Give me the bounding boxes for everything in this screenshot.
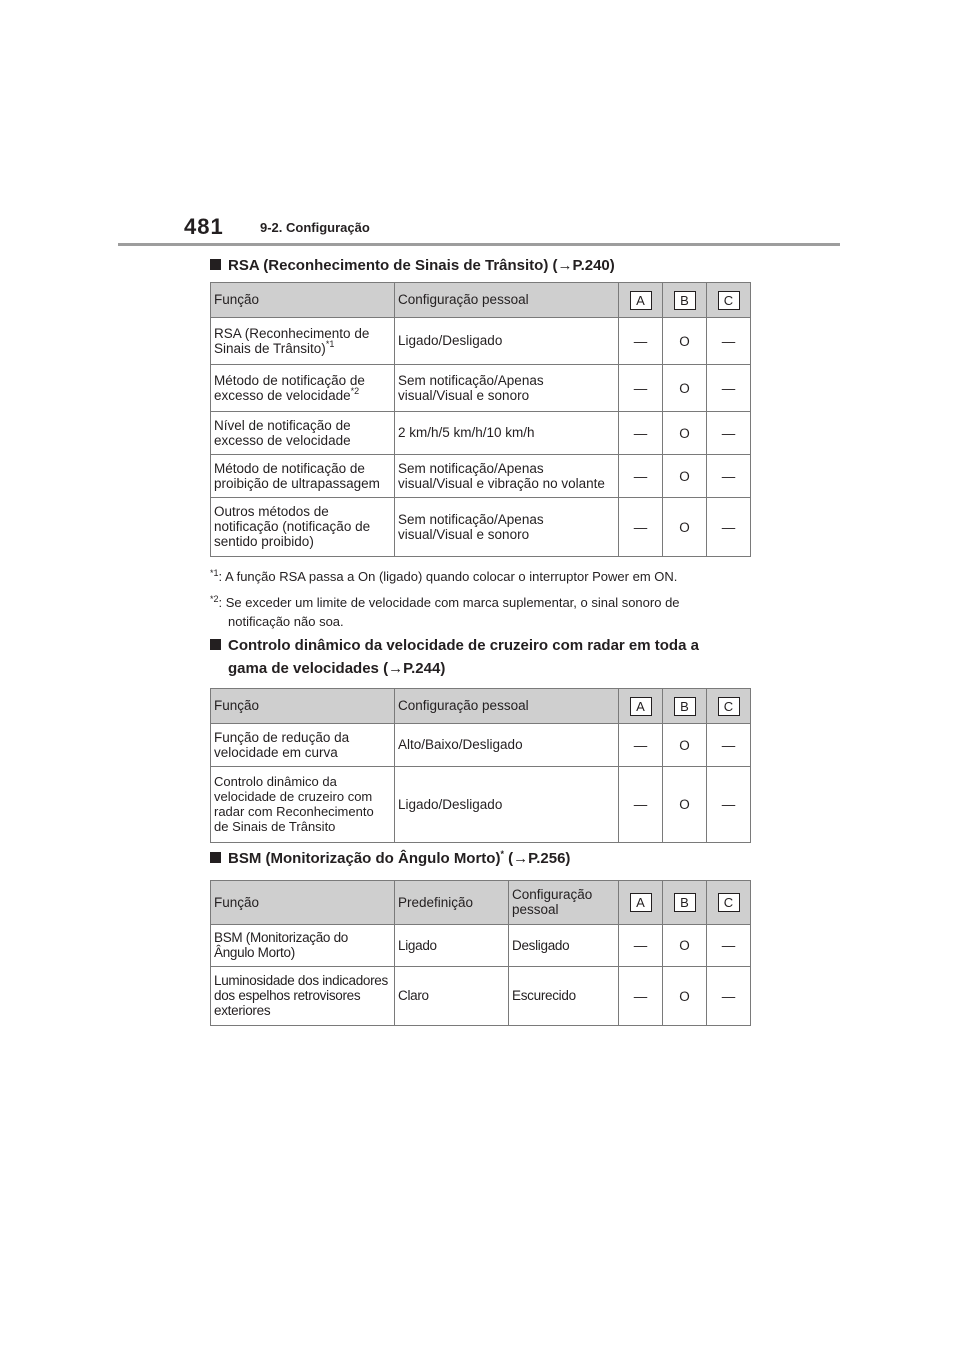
- section-title-bsm: BSM (Monitorização do Ângulo Morto)* (→P.256): [210, 847, 570, 870]
- setting-cell: Alto/Baixo/Desligado: [395, 724, 619, 767]
- column-header: Configuração pessoal: [395, 283, 619, 318]
- header-rule: [118, 243, 840, 246]
- table-row: [211, 365, 751, 412]
- function-cell: Método de notificação de excesso de velocidade$^{*2}$: [211, 365, 395, 412]
- column-header-c: C: [707, 689, 751, 724]
- mark-cell-b: O: [663, 724, 707, 767]
- section-title-rsa: RSA (Reconhecimento de Sinais de Trânsito) (→P.240): [210, 254, 615, 277]
- mark-cell-a: —: [619, 767, 663, 843]
- column-header-b: B: [663, 881, 707, 925]
- footnote-2: $^{*2}$: Se exceder um limite de velocidade com marca suplementar, o sinal sonoro de notificação não soa.: [210, 594, 680, 629]
- mark-cell-c: —: [707, 967, 751, 1026]
- rsa-settings-table: [210, 282, 751, 557]
- column-header-a: A: [619, 283, 663, 318]
- mark-cell-b: O: [663, 318, 707, 365]
- function-cell: Luminosidade dos indicadores dos espelhos retrovisores exteriores: [211, 967, 395, 1026]
- bullet-square-icon: [210, 259, 221, 270]
- bullet-square-icon: [210, 639, 221, 650]
- mark-cell-b: O: [663, 412, 707, 455]
- mark-cell-c: —: [707, 925, 751, 967]
- setting-cell: Escurecido: [509, 967, 619, 1026]
- mark-cell-b: O: [663, 365, 707, 412]
- column-header: Predefinição: [395, 881, 509, 925]
- table-row: [211, 925, 751, 967]
- mark-cell-c: —: [707, 365, 751, 412]
- mark-cell-a: —: [619, 967, 663, 1026]
- mark-cell-c: —: [707, 412, 751, 455]
- footnote-ref: *2: [350, 385, 360, 396]
- setting-cell: Ligado/Desligado: [395, 318, 619, 365]
- column-header: Função: [211, 283, 395, 318]
- chapter-title: 9-2. Configuração: [260, 220, 370, 235]
- option-mark: *: [500, 849, 504, 859]
- mark-cell-b: O: [663, 455, 707, 498]
- mark-cell-a: —: [619, 724, 663, 767]
- function-cell: Nível de notificação de excesso de velocidade: [211, 412, 395, 455]
- column-header-c: C: [707, 283, 751, 318]
- column-header-a: A: [619, 881, 663, 925]
- function-cell: Função de redução da velocidade em curva: [211, 724, 395, 767]
- function-cell: Outros métodos de notificação (notificação de sentido proibido): [211, 498, 395, 557]
- table-row: [211, 412, 751, 455]
- table-header-row: [211, 689, 751, 724]
- column-header-b: B: [663, 283, 707, 318]
- default-cell: Claro: [395, 967, 509, 1026]
- function-cell: Controlo dinâmico da velocidade de cruzeiro com radar com Reconhecimento de Sinais de Trânsito: [211, 767, 395, 843]
- mark-cell-c: —: [707, 455, 751, 498]
- column-header: Função: [211, 689, 395, 724]
- table-row: [211, 455, 751, 498]
- table-row: [211, 318, 751, 365]
- table-header-row: [211, 881, 751, 925]
- mark-cell-c: —: [707, 724, 751, 767]
- mark-cell-c: —: [707, 318, 751, 365]
- setting-cell: Sem notificação/Apenas visual/Visual e sonoro: [395, 498, 619, 557]
- column-header-b: B: [663, 689, 707, 724]
- footnote-ref: *1: [325, 338, 335, 349]
- bsm-settings-table: [210, 880, 751, 1026]
- bullet-square-icon: [210, 852, 221, 863]
- page-number: 481: [184, 214, 224, 239]
- setting-cell: 2 km/h/5 km/h/10 km/h: [395, 412, 619, 455]
- table-row: [211, 498, 751, 557]
- column-header: Função: [211, 881, 395, 925]
- table-row: [211, 724, 751, 767]
- mark-cell-b: O: [663, 925, 707, 967]
- column-header-c: C: [707, 881, 751, 925]
- function-cell: RSA (Reconhecimento de Sinais de Trânsito)$^{*1}$: [211, 318, 395, 365]
- table-row: [211, 767, 751, 843]
- setting-cell: Sem notificação/Apenas visual/Visual e sonoro: [395, 365, 619, 412]
- mark-cell-b: O: [663, 767, 707, 843]
- function-cell: Método de notificação de proibição de ultrapassagem: [211, 455, 395, 498]
- column-header: Configuração pessoal: [395, 689, 619, 724]
- table-header-row: [211, 283, 751, 318]
- column-header: Configuração pessoal: [509, 881, 619, 925]
- mark-cell-c: —: [707, 498, 751, 557]
- mark-cell-a: —: [619, 455, 663, 498]
- mark-cell-a: —: [619, 925, 663, 967]
- section-title-cruise-control: Controlo dinâmico da velocidade de cruzeiro com radar em toda a gama de velocidades (→P.244): [210, 634, 699, 680]
- mark-cell-a: —: [619, 412, 663, 455]
- mark-cell-c: —: [707, 767, 751, 843]
- mark-cell-a: —: [619, 318, 663, 365]
- mark-cell-b: O: [663, 498, 707, 557]
- mark-cell-a: —: [619, 365, 663, 412]
- setting-cell: Sem notificação/Apenas visual/Visual e vibração no volante: [395, 455, 619, 498]
- function-cell: BSM (Monitorização do Ângulo Morto): [211, 925, 395, 967]
- mark-cell-b: O: [663, 967, 707, 1026]
- default-cell: Ligado: [395, 925, 509, 967]
- cruise-control-settings-table: [210, 688, 751, 843]
- setting-cell: Desligado: [509, 925, 619, 967]
- table-row: [211, 967, 751, 1026]
- footnote-1: $^{*1}$: A função RSA passa a On (ligado) quando colocar o interruptor Power em ON.: [210, 568, 678, 584]
- column-header-a: A: [619, 689, 663, 724]
- setting-cell: Ligado/Desligado: [395, 767, 619, 843]
- mark-cell-a: —: [619, 498, 663, 557]
